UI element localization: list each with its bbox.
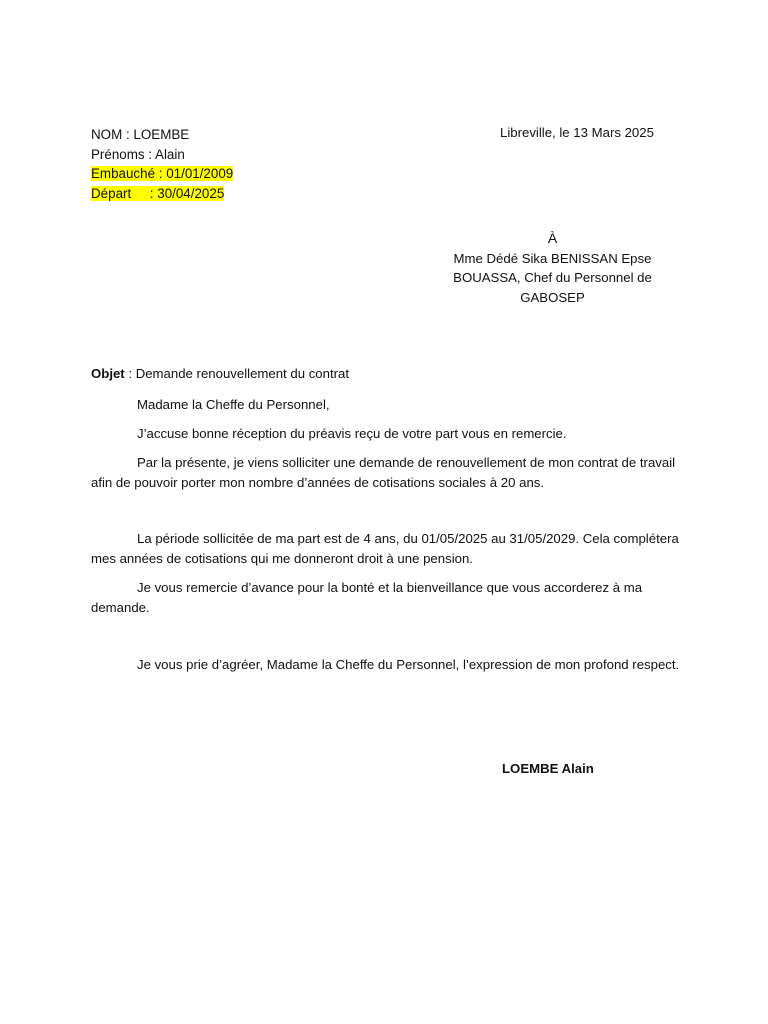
recipient-line-2: BOUASSA, Chef du Personnel de	[453, 270, 652, 285]
recipient-line-1: Mme Dédé Sika BENISSAN Epse	[453, 250, 652, 266]
sender-embauche: Embauché : 01/01/2009	[91, 166, 234, 181]
object-text: Demande renouvellement du contrat	[135, 366, 350, 381]
object-label: Objet	[91, 366, 125, 381]
recipient-block	[440, 229, 665, 307]
object-line: Objet : Demande renouvellement du contrat	[91, 366, 350, 381]
paragraph-3: La période sollicitée de ma part est de 4 ans, du 01/05/2025 au 31/05/2029. Cela complétera mes années de cotisations qui me donneront droit à une pension.	[91, 531, 679, 566]
salutation: Madame la Cheffe du Personnel,	[137, 397, 330, 412]
paragraph-2: Par la présente, je viens solliciter une demande de renouvellement de mon contrat de travail afin de pouvoir porter mon nombre d’années de cotisations sociales à 20 ans.	[91, 455, 676, 490]
paragraph-5: Je vous prie d’agréer, Madame la Cheffe du Personnel, l’expression de mon profond respect.	[137, 657, 680, 672]
place-date: Libreville, le 13 Mars 2025	[500, 125, 654, 140]
paragraph-1: J’accuse bonne réception du préavis reçu de votre part vous en remercie.	[137, 426, 567, 441]
recipient-a: À	[547, 230, 558, 246]
sender-prenoms: Prénoms : Alain	[91, 146, 185, 162]
paragraph-4: Je vous remercie d’avance pour la bonté et la bienveillance que vous accorderez à ma demande.	[91, 580, 643, 615]
sender-block	[91, 125, 233, 203]
sender-depart: Départ : 30/04/2025	[91, 185, 225, 201]
sender-nom: NOM : LOEMBE	[91, 127, 190, 142]
signature: LOEMBE Alain	[502, 761, 594, 776]
recipient-line-3: GABOSEP	[520, 289, 585, 305]
